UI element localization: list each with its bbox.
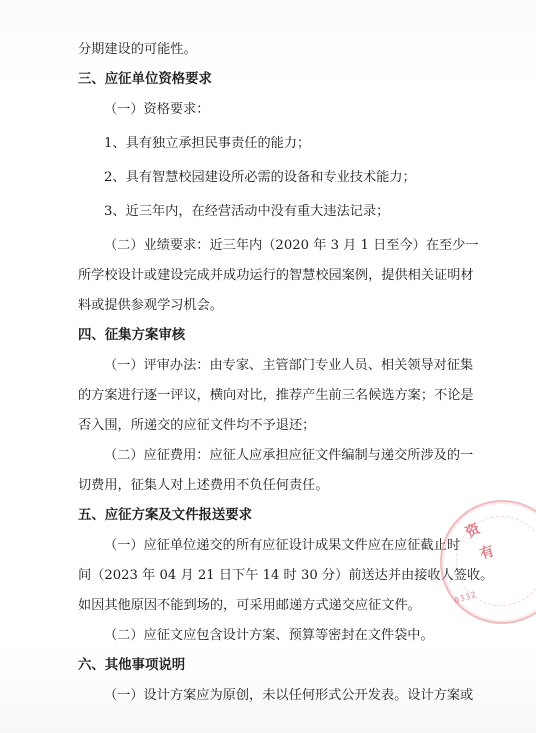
fee-line-2: 切费用，征集人对上述费用不负任何责任。 xyxy=(78,478,329,493)
submission-line-1: （一）应征单位递交的所有应征设计成果文件应在应征截止时 xyxy=(104,538,461,553)
stamp-char-2: 有 xyxy=(477,543,497,563)
review-method-line-3: 否入围，所递交的应征文件均不予退还； xyxy=(78,418,316,433)
list-item-1: 1、具有独立承担民事责任的能力； xyxy=(104,136,311,151)
subsection-qualification: （一）资格要求： xyxy=(104,102,210,117)
document-body xyxy=(78,40,494,706)
performance-requirement-line-1: （二）业绩要求：近三年内（2020 年 3 月 1 日至今）在至少一 xyxy=(104,238,479,253)
paragraph-line: 分期建设的可能性。 xyxy=(78,42,197,57)
fee-line-1: （二）应征费用：应征人应承担应征文件编制与递交所涉及的一 xyxy=(104,448,474,463)
section-heading-3: 三、应征单位资格要求 xyxy=(78,72,212,87)
other-notes-line-1: （一）设计方案应为原创，未以任何形式公开发表。设计方案或 xyxy=(104,688,474,703)
section-heading-4: 四、征集方案审核 xyxy=(78,328,186,343)
stamp-digits: 0332 xyxy=(453,589,479,606)
stamp-char-1: 资 xyxy=(463,520,483,542)
section-heading-5: 五、应征方案及文件报送要求 xyxy=(78,508,253,523)
review-method-line-2: 的方案进行逐一评议，横向对比，推荐产生前三名候选方案；不论是 xyxy=(78,388,474,403)
submission-line-2: 间（2023 年 04 月 21 日下午 14 时 30 分）前送达并由接收人签收。 xyxy=(78,568,494,583)
performance-requirement-line-3: 料或提供参观学习机会。 xyxy=(78,298,224,313)
submission-line-4: （二）应征文应包含设计方案、预算等密封在文件袋中。 xyxy=(104,628,434,643)
section-heading-6: 六、其他事项说明 xyxy=(78,658,186,673)
performance-requirement-line-2: 所学校设计或建设完成并成功运行的智慧校园案例，提供相关证明材 xyxy=(78,268,474,283)
review-method-line-1: （一）评审办法：由专家、主管部门专业人员、相关领导对征集 xyxy=(104,358,474,373)
list-item-3: 3、近三年内，在经营活动中没有重大违法记录； xyxy=(104,204,390,219)
list-item-2: 2、具有智慧校园建设所必需的设备和专业技术能力； xyxy=(104,170,416,185)
submission-line-3: 如因其他原因不能到场的，可采用邮递方式递交应征文件。 xyxy=(78,598,421,613)
